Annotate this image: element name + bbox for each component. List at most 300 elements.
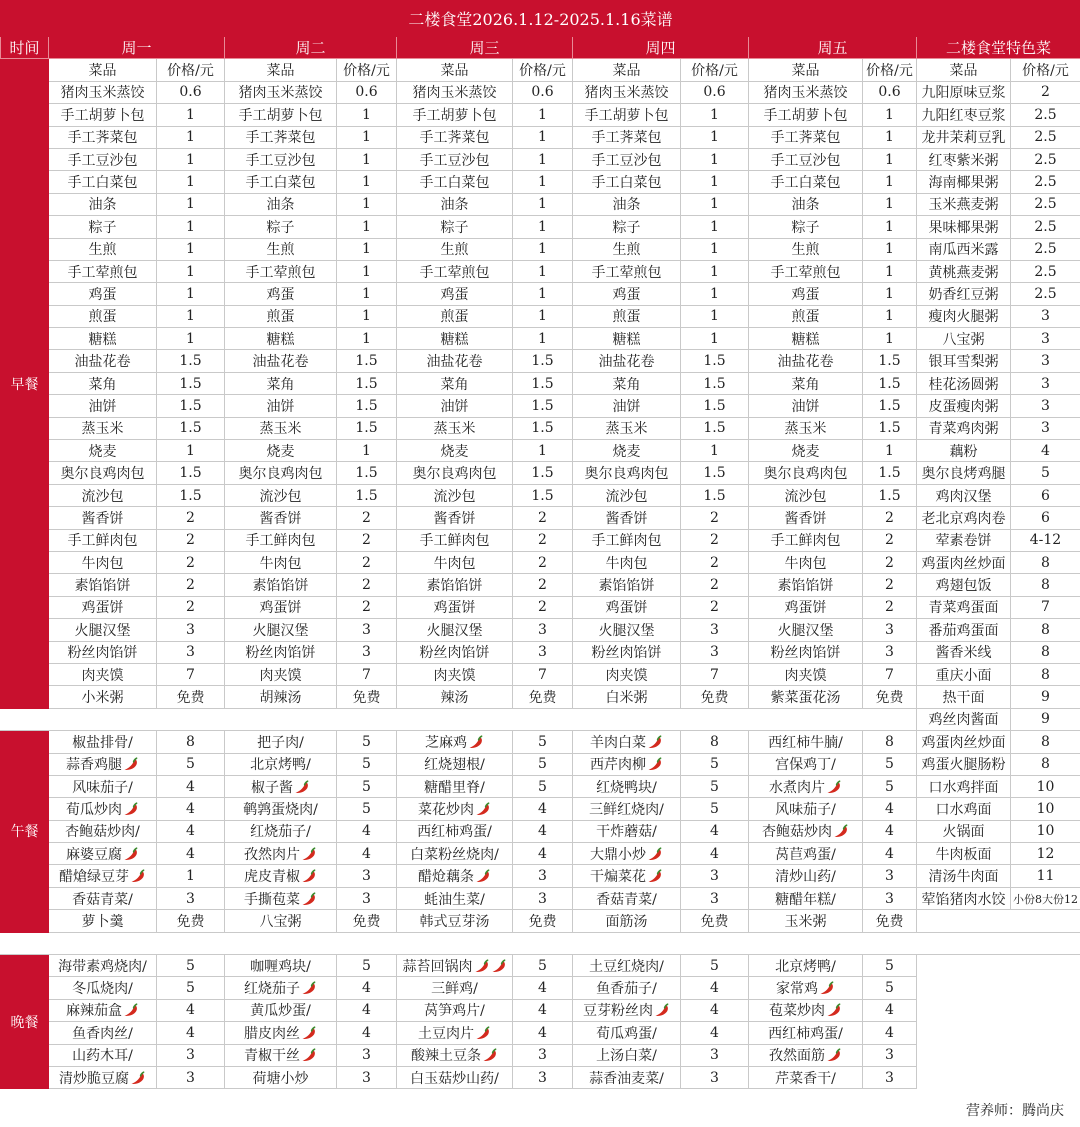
dish-name [397, 1066, 513, 1088]
dish-name [49, 820, 157, 842]
header-day: 周五 [749, 37, 917, 59]
dish-name [225, 955, 337, 977]
dish-price: 3 [681, 619, 749, 641]
dish-price: 2 [513, 507, 573, 529]
dish-price: 3 [337, 641, 397, 663]
dish-price: 1 [337, 126, 397, 148]
dish-name: 肉夹馍 [225, 663, 337, 685]
dish-price: 1.5 [863, 372, 917, 394]
dish-name: 猪肉玉米蒸饺 [749, 81, 863, 103]
dish-name: 奥尔良鸡肉包 [749, 462, 863, 484]
dish-price: 1 [157, 216, 225, 238]
dish-price: 5 [157, 977, 225, 999]
dish-name [225, 1066, 337, 1088]
dish-price: 1 [863, 260, 917, 282]
dish-price: 8 [157, 731, 225, 753]
dish-name [749, 1066, 863, 1088]
dish-name [749, 887, 863, 909]
header-day: 周二 [225, 37, 397, 59]
dish-price: 1 [157, 148, 225, 170]
special-dish: 鸡蛋肉丝炒面 [917, 731, 1011, 753]
chili-pepper-icon [301, 981, 317, 995]
dish-price: 1.5 [863, 462, 917, 484]
special-price: 6 [1011, 484, 1080, 506]
dish-name: 手工白菜包 [397, 171, 513, 193]
dish-name: 猪肉玉米蒸饺 [225, 81, 337, 103]
dish-price: 5 [513, 955, 573, 977]
dish-label: 菜花炒肉 [418, 801, 474, 818]
dish-price: 1 [681, 148, 749, 170]
special-dish: 口水鸡面 [917, 798, 1011, 820]
dish-name: 煎蛋 [573, 305, 681, 327]
soup-price: 免费 [863, 910, 917, 932]
dish-price: 4 [513, 977, 573, 999]
special-price: 8 [1011, 641, 1080, 663]
dish-name: 油饼 [397, 395, 513, 417]
dish-name: 酱香饼 [397, 507, 513, 529]
dish-name [49, 753, 157, 775]
special-dish: 瘦肉火腿粥 [917, 305, 1011, 327]
column-header-dish: 菜品 [917, 59, 1011, 81]
chili-pepper-icon [826, 1003, 842, 1017]
dish-label: 蒜香鸡腿 [66, 757, 122, 774]
dish-name: 粉丝肉馅饼 [49, 641, 157, 663]
special-dish: 鸡丝肉酱面 [917, 708, 1011, 730]
special-dish: 皮蛋瘦肉粥 [917, 395, 1011, 417]
dish-name: 油饼 [573, 395, 681, 417]
dish-price: 1.5 [157, 462, 225, 484]
special-dish: 玉米燕麦粥 [917, 193, 1011, 215]
dish-price: 1.5 [337, 395, 397, 417]
dish-name: 手工荠菜包 [397, 126, 513, 148]
dish-name: 烧麦 [749, 440, 863, 462]
special-price: 8 [1011, 619, 1080, 641]
dish-name: 生煎 [749, 238, 863, 260]
dish-name: 火腿汉堡 [749, 619, 863, 641]
special-dish: 番茄鸡蛋面 [917, 619, 1011, 641]
dish-name: 手工鲜肉包 [225, 529, 337, 551]
dish-price: 1 [337, 238, 397, 260]
dish-price: 5 [681, 798, 749, 820]
dish-label: 西红柿牛腩/ [768, 734, 843, 751]
dish-price: 2 [157, 551, 225, 573]
dish-name: 生煎 [49, 238, 157, 260]
dish-name: 粉丝肉馅饼 [225, 641, 337, 663]
dish-name [749, 731, 863, 753]
dish-price: 1 [337, 193, 397, 215]
dish-name [397, 731, 513, 753]
dish-price: 3 [513, 887, 573, 909]
dish-price: 4 [157, 820, 225, 842]
column-header-dish: 菜品 [397, 59, 513, 81]
dish-price: 1.5 [513, 395, 573, 417]
soup-name: 辣汤 [397, 686, 513, 708]
dish-name [749, 865, 863, 887]
dish-name: 火腿汉堡 [225, 619, 337, 641]
dish-price: 3 [513, 619, 573, 641]
dish-name: 鸡蛋饼 [397, 596, 513, 618]
dish-label: 清炒山药/ [775, 869, 836, 886]
header-special: 二楼食堂特色菜 [917, 37, 1080, 59]
dish-name [49, 955, 157, 977]
dish-name: 手工鲜肉包 [749, 529, 863, 551]
dish-price: 7 [157, 663, 225, 685]
dish-price: 1.5 [681, 372, 749, 394]
dish-name [225, 820, 337, 842]
dish-name: 粽子 [573, 216, 681, 238]
dish-name [49, 1044, 157, 1066]
dish-label: 红烧茄子 [244, 981, 300, 998]
dish-price: 1 [513, 260, 573, 282]
soup-name: 韩式豆芽汤 [397, 910, 513, 932]
dish-name: 奥尔良鸡肉包 [573, 462, 681, 484]
special-dish: 黄桃燕麦粥 [917, 260, 1011, 282]
dish-label: 手撕苞菜 [244, 891, 300, 908]
dish-price: 5 [157, 955, 225, 977]
dish-label: 糖醋年糕/ [775, 891, 836, 908]
dish-label: 荀瓜鸡蛋/ [596, 1025, 657, 1042]
special-dish: 藕粉 [917, 440, 1011, 462]
dish-price: 2 [337, 507, 397, 529]
dish-price: 1.5 [337, 462, 397, 484]
column-header-dish: 菜品 [573, 59, 681, 81]
dish-price: 4 [863, 798, 917, 820]
dish-name: 手工白菜包 [49, 171, 157, 193]
dish-price: 1.5 [157, 484, 225, 506]
dish-name: 糖糕 [225, 328, 337, 350]
dish-price: 5 [863, 955, 917, 977]
dish-name: 素馅馅饼 [397, 574, 513, 596]
special-dish: 鸡蛋火腿肠粉 [917, 753, 1011, 775]
dish-name [573, 1044, 681, 1066]
special-dish: 红枣紫米粥 [917, 148, 1011, 170]
blank-cell [917, 1066, 1080, 1088]
chili-pepper-icon [123, 802, 139, 816]
special-dish: 八宝粥 [917, 328, 1011, 350]
dish-name: 流沙包 [749, 484, 863, 506]
dish-price: 1 [863, 193, 917, 215]
dish-label: 风味茄子/ [775, 801, 836, 818]
dish-price: 1 [513, 440, 573, 462]
dish-price: 2 [863, 596, 917, 618]
dish-name: 菜角 [749, 372, 863, 394]
dish-label: 醋熗绿豆芽 [59, 869, 129, 886]
dish-name: 粽子 [225, 216, 337, 238]
dish-price: 2 [157, 596, 225, 618]
soup-name: 紫菜蛋花汤 [749, 686, 863, 708]
dish-name: 肉夹馍 [397, 663, 513, 685]
special-dish: 九阳红枣豆浆 [917, 104, 1011, 126]
dish-name [573, 820, 681, 842]
dish-price: 1 [863, 126, 917, 148]
dish-name: 油盐花卷 [749, 350, 863, 372]
dish-price: 3 [157, 887, 225, 909]
dish-price: 1.5 [157, 417, 225, 439]
dish-price: 4 [681, 843, 749, 865]
dish-label: 清炒脆豆腐 [59, 1070, 129, 1087]
dish-price: 4 [681, 977, 749, 999]
soup-price: 免费 [681, 686, 749, 708]
dish-price: 4 [337, 977, 397, 999]
soup-price: 免费 [513, 910, 573, 932]
special-dish: 牛肉板面 [917, 843, 1011, 865]
dish-price: 1.5 [681, 417, 749, 439]
dish-name: 牛肉包 [573, 551, 681, 573]
chili-pepper-icon [475, 1026, 491, 1040]
dish-price: 1 [863, 238, 917, 260]
dish-price: 3 [337, 1066, 397, 1088]
dish-price: 3 [863, 641, 917, 663]
dish-name: 手工鲜肉包 [397, 529, 513, 551]
dish-label: 白玉菇炒山药/ [410, 1070, 499, 1087]
dish-price: 3 [863, 887, 917, 909]
dish-name: 火腿汉堡 [397, 619, 513, 641]
dish-price: 3 [681, 1044, 749, 1066]
special-price: 2 [1011, 81, 1080, 103]
special-dish: 火锅面 [917, 820, 1011, 842]
dish-label: 干煸菜花 [590, 869, 646, 886]
dish-price: 3 [513, 1066, 573, 1088]
special-price: 3 [1011, 372, 1080, 394]
chili-pepper-icon [474, 959, 490, 973]
dish-price: 3 [157, 1066, 225, 1088]
dish-price: 1 [513, 305, 573, 327]
dish-price: 4 [337, 1022, 397, 1044]
dish-price: 1.5 [513, 417, 573, 439]
dish-label: 荷塘小炒 [252, 1070, 309, 1087]
dish-price: 1 [337, 216, 397, 238]
dish-name: 烧麦 [573, 440, 681, 462]
special-dish: 银耳雪梨粥 [917, 350, 1011, 372]
dish-name: 手工白菜包 [225, 171, 337, 193]
dish-name: 菜角 [397, 372, 513, 394]
dish-price: 1 [513, 171, 573, 193]
dish-price: 2 [863, 507, 917, 529]
dish-price: 2 [863, 529, 917, 551]
dish-name: 煎蛋 [225, 305, 337, 327]
dish-name [397, 775, 513, 797]
meal-label-dinner: 晚餐 [1, 955, 49, 1089]
dish-name [397, 955, 513, 977]
dish-price: 4 [681, 820, 749, 842]
dish-name [749, 798, 863, 820]
dish-name: 菜角 [49, 372, 157, 394]
dish-price: 3 [681, 641, 749, 663]
blank-cell [917, 977, 1080, 999]
dish-price: 2 [513, 529, 573, 551]
dish-price: 1 [863, 440, 917, 462]
dish-name: 糖糕 [49, 328, 157, 350]
dish-price: 1.5 [863, 417, 917, 439]
dish-name: 生煎 [573, 238, 681, 260]
dish-price: 2 [337, 551, 397, 573]
dish-name: 肉夹馍 [573, 663, 681, 685]
dish-price: 1 [513, 283, 573, 305]
dish-price: 2 [681, 574, 749, 596]
dish-name: 蒸玉米 [225, 417, 337, 439]
dish-price: 1 [157, 440, 225, 462]
dish-name: 手工胡萝卜包 [225, 104, 337, 126]
dish-name: 火腿汉堡 [573, 619, 681, 641]
dish-name [49, 1066, 157, 1088]
dish-name: 牛肉包 [749, 551, 863, 573]
chili-pepper-icon [826, 780, 842, 794]
dish-name [225, 798, 337, 820]
dish-name: 烧麦 [225, 440, 337, 462]
dish-name [49, 977, 157, 999]
dish-name: 粽子 [397, 216, 513, 238]
dish-price: 4 [157, 999, 225, 1021]
dish-name: 酱香饼 [573, 507, 681, 529]
dish-name [749, 1044, 863, 1066]
dish-name: 猪肉玉米蒸饺 [397, 81, 513, 103]
dish-name: 油盐花卷 [573, 350, 681, 372]
dish-label: 孜然肉片 [244, 846, 300, 863]
dish-price: 5 [681, 753, 749, 775]
dish-label: 土豆肉片 [418, 1025, 474, 1042]
dish-price: 5 [337, 753, 397, 775]
dish-price: 2 [157, 507, 225, 529]
chili-pepper-icon [819, 981, 835, 995]
dish-price: 1 [681, 238, 749, 260]
dish-label: 山药木耳/ [72, 1048, 133, 1065]
dish-price: 2 [863, 551, 917, 573]
special-price: 2.5 [1011, 148, 1080, 170]
special-price: 3 [1011, 417, 1080, 439]
chili-pepper-icon [301, 869, 317, 883]
dish-name [225, 977, 337, 999]
dish-price: 1 [337, 305, 397, 327]
dish-label: 鱼香肉丝/ [72, 1025, 133, 1042]
dish-price: 0.6 [513, 81, 573, 103]
dish-name: 油盐花卷 [49, 350, 157, 372]
blank-cell [917, 955, 1080, 977]
dish-label: 香菇青菜/ [596, 891, 657, 908]
dish-name [749, 955, 863, 977]
dish-price: 1 [157, 126, 225, 148]
chili-pepper-icon [647, 757, 663, 771]
dish-label: 大鼎小炒 [590, 846, 646, 863]
dish-label: 北京烤鸭/ [775, 958, 836, 975]
dish-label: 虎皮青椒 [244, 869, 300, 886]
dish-name: 手工鲜肉包 [573, 529, 681, 551]
dish-name [573, 731, 681, 753]
dish-label: 麻婆豆腐 [66, 846, 122, 863]
special-dish: 桂花汤圆粥 [917, 372, 1011, 394]
special-price: 3 [1011, 305, 1080, 327]
blank-cell [917, 1022, 1080, 1044]
dish-name: 手工荤煎包 [49, 260, 157, 282]
special-price: 9 [1011, 708, 1080, 730]
dish-label: 香菇青菜/ [72, 891, 133, 908]
dish-name: 粉丝肉馅饼 [749, 641, 863, 663]
dish-name: 手工白菜包 [573, 171, 681, 193]
dish-price: 1.5 [337, 372, 397, 394]
dish-name: 肉夹馍 [49, 663, 157, 685]
meal-label-lunch: 午餐 [1, 731, 49, 933]
dish-label: 豆芽粉丝肉 [583, 1003, 653, 1020]
chili-pepper-icon [833, 824, 849, 838]
gap-cell [1, 708, 917, 730]
dish-price: 1.5 [681, 395, 749, 417]
dish-price: 1 [513, 328, 573, 350]
dish-price: 5 [337, 955, 397, 977]
soup-price: 免费 [157, 686, 225, 708]
dish-name: 手工豆沙包 [749, 148, 863, 170]
soup-name: 玉米粥 [749, 910, 863, 932]
special-dish: 鸡翅包饭 [917, 574, 1011, 596]
dish-label: 芹菜香干/ [775, 1070, 836, 1087]
blank-cell [917, 910, 1080, 932]
dish-price: 4 [681, 999, 749, 1021]
special-price: 4-12 [1011, 529, 1080, 551]
dish-price: 3 [337, 865, 397, 887]
dish-name: 油条 [49, 193, 157, 215]
dish-price: 0.6 [157, 81, 225, 103]
dish-price: 1.5 [337, 484, 397, 506]
column-header-price: 价格/元 [337, 59, 397, 81]
column-header-dish: 菜品 [225, 59, 337, 81]
special-price: 2.5 [1011, 216, 1080, 238]
dish-name [397, 798, 513, 820]
dish-label: 红烧鸭块/ [596, 779, 657, 796]
dish-price: 2 [681, 529, 749, 551]
dish-label: 莴笋鸡片/ [424, 1003, 485, 1020]
dish-name: 粉丝肉馅饼 [573, 641, 681, 663]
dish-price: 1 [681, 126, 749, 148]
gap-cell [1, 932, 1080, 954]
dish-name [225, 999, 337, 1021]
chili-pepper-icon [647, 847, 663, 861]
dish-price: 1 [863, 148, 917, 170]
dish-price: 1 [337, 260, 397, 282]
dish-price: 2 [513, 596, 573, 618]
dish-price: 1 [157, 104, 225, 126]
dish-name [49, 999, 157, 1021]
column-header-dish: 菜品 [49, 59, 157, 81]
blank-cell [917, 1044, 1080, 1066]
dish-label: 水煮肉片 [769, 779, 825, 796]
dish-label: 椒盐排骨/ [72, 734, 133, 751]
dish-name [749, 753, 863, 775]
dish-price: 1.5 [513, 484, 573, 506]
chili-pepper-icon [491, 959, 507, 973]
special-price: 4 [1011, 440, 1080, 462]
dish-price: 3 [513, 641, 573, 663]
dish-label: 麻辣茄盒 [66, 1003, 122, 1020]
dish-price: 5 [863, 775, 917, 797]
dish-name: 鸡蛋 [749, 283, 863, 305]
dish-label: 蒜苔回锅肉 [402, 958, 473, 975]
soup-name: 萝卜羹 [49, 910, 157, 932]
dish-name: 手工荤煎包 [397, 260, 513, 282]
dish-price: 4 [337, 843, 397, 865]
dish-label: 白菜粉丝烧肉/ [410, 846, 499, 863]
dish-label: 把子肉/ [257, 734, 304, 751]
dish-price: 4 [863, 820, 917, 842]
dish-label: 家常鸡 [776, 981, 818, 998]
dish-name: 煎蛋 [49, 305, 157, 327]
dish-price: 3 [157, 641, 225, 663]
dish-price: 5 [863, 753, 917, 775]
special-price: 8 [1011, 731, 1080, 753]
dish-price: 4 [863, 999, 917, 1021]
special-price: 10 [1011, 820, 1080, 842]
dish-name [573, 1022, 681, 1044]
dish-name [397, 977, 513, 999]
dish-name: 糖糕 [397, 328, 513, 350]
dish-label: 芝麻鸡 [425, 734, 467, 751]
